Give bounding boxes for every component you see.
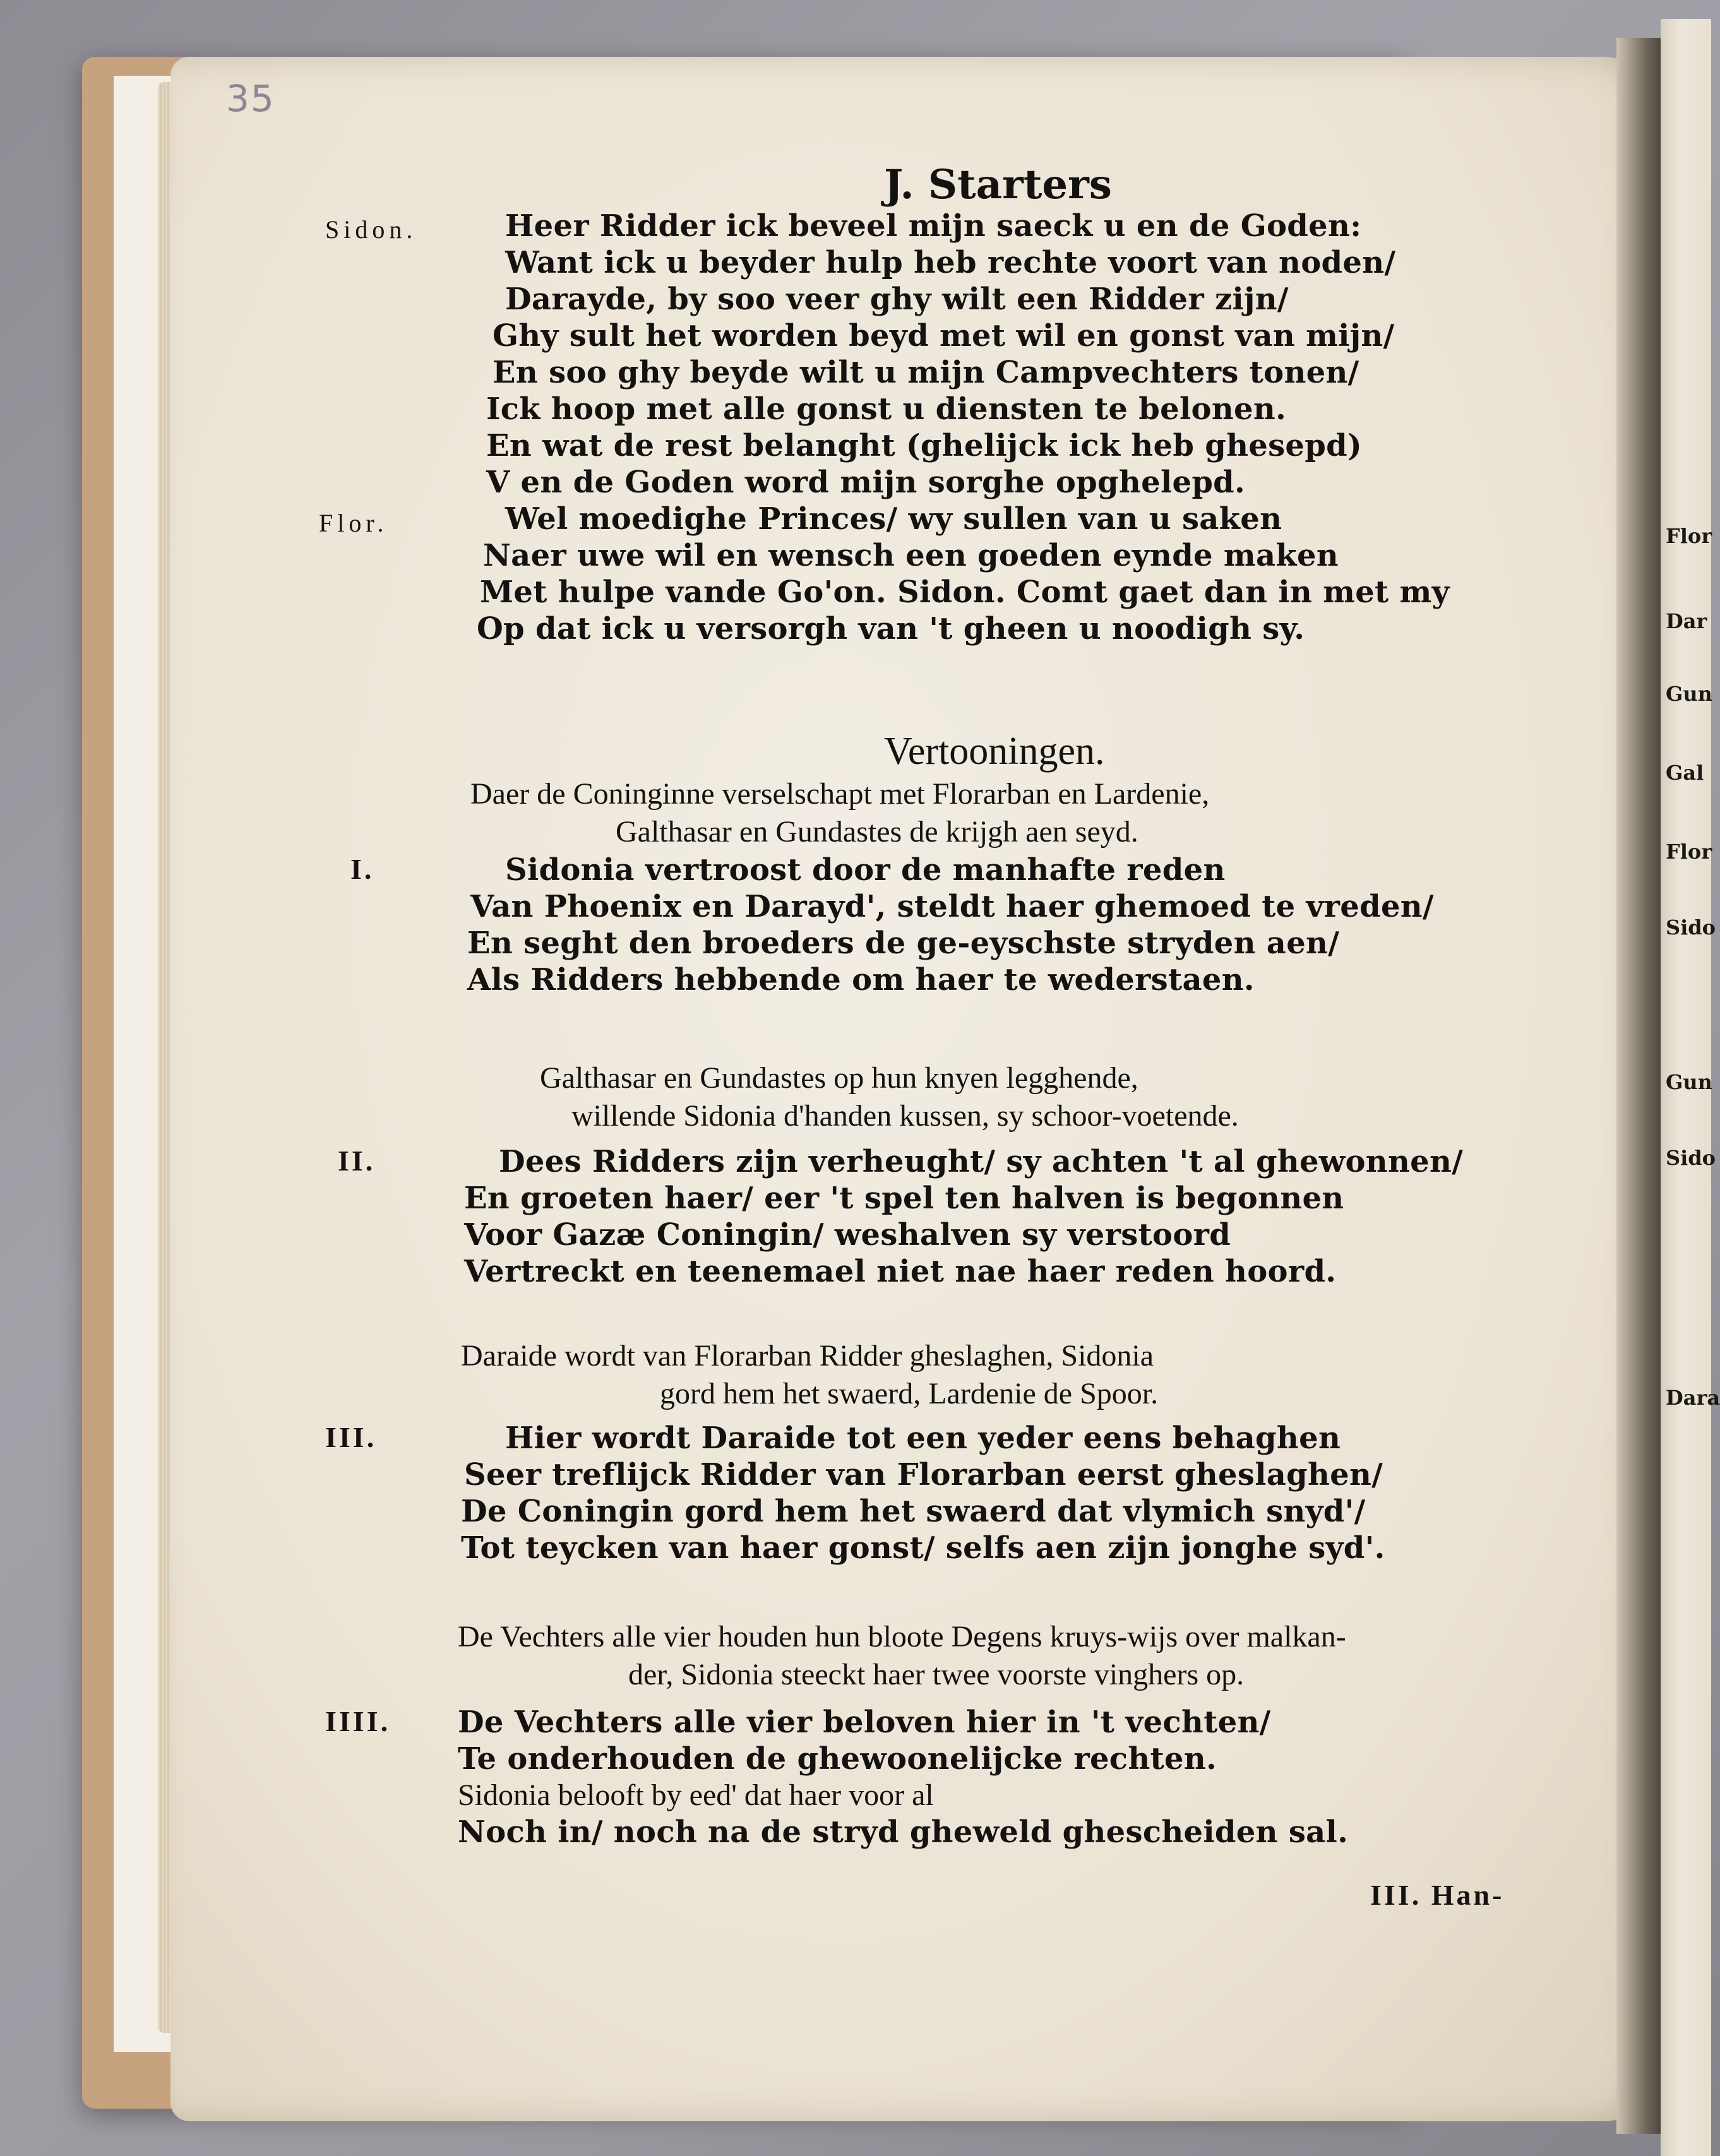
stage-direction: Daer de Coninginne verselschapt met Florarban en Lardenie, [470,777,1210,811]
verse-line: En groeten haer/ eer 't spel ten halven is begonnen [464,1181,1344,1216]
verse-line: Darayde, by soo veer ghy wilt een Ridder zijn/ [505,282,1289,317]
verse-line: V en de Goden word mijn sorghe opghelepd. [486,465,1246,500]
verse-line: Met hulpe vande Go'on. Sidon. Comt gaet dan in met my [480,575,1450,610]
speaker-label: Flor. [319,509,388,537]
facing-fragment: Dar [1666,609,1707,633]
tableau-number: II. [338,1145,376,1177]
stage-direction: der, Sidonia steeckt haer twee voorste vinghers op. [628,1658,1245,1691]
catchword: III. Han- [1370,1879,1505,1911]
verse-line: Tot teycken van haer gonst/ selfs aen zijn jonghe syd'. [461,1530,1385,1566]
facing-fragment: Flor [1666,524,1712,548]
facing-fragment: Dara [1666,1386,1720,1410]
tableau-number: III. [325,1421,377,1453]
speaker-label: Sidon. [325,215,417,244]
verse-line: En seght den broeders de ge-eyschste stryden aen/ [467,926,1340,961]
verse-line: Heer Ridder ick beveel mijn saeck u en de Goden: [505,208,1362,244]
stage-direction: De Vechters alle vier houden hun bloote Degens kruys-wijs over malkan- [458,1620,1346,1653]
verse-line: Want ick u beyder hulp heb rechte voort van noden/ [505,245,1396,280]
verse-line: En wat de rest belanght (ghelijck ick heb ghesepd) [486,428,1363,463]
verse-line: Voor Gazæ Coningin/ weshalven sy verstoord [464,1217,1231,1253]
verse-line: Noch in/ noch na de stryd gheweld ghescheiden sal. [458,1814,1349,1850]
verse-line: En soo ghy beyde wilt u mijn Campvechters tonen/ [493,355,1359,390]
verse-line: Ghy sult het worden beyd met wil en gonst van mijn/ [493,318,1395,354]
facing-fragment: Sido [1666,915,1716,939]
verse-line: Van Phoenix en Darayd', steldt haer ghemoed te vreden/ [470,889,1434,924]
stage-direction: gord hem het swaerd, Lardenie de Spoor. [660,1377,1159,1410]
verse-line: Ick hoop met alle gonst u diensten te belonen. [486,391,1287,427]
verse-line: Seer treflijck Ridder van Florarban eerst gheslaghen/ [464,1457,1383,1492]
verse-line: Op dat ick u versorgh van 't gheen u noodigh sy. [477,611,1305,646]
stage-direction: willende Sidonia d'handen kussen, sy schoor-voetende. [571,1099,1239,1133]
tableau-number: IIII. [325,1705,391,1737]
facing-fragment: Sido [1666,1146,1716,1170]
verse-line: Naer uwe wil en wensch een goeden eynde maken [483,538,1339,573]
facing-fragment: Flor [1666,840,1712,864]
facing-page [1661,19,1720,2156]
verse-line: Te onderhouden de ghewoonelijcke rechten. [458,1741,1217,1777]
facing-fragment: Gun [1666,1070,1712,1094]
verse-line: De Vechters alle vier beloven hier in 't vechten/ [458,1705,1271,1740]
tableau-number: I. [350,853,374,885]
verse-line: Dees Ridders zijn verheught/ sy achten 't al ghewonnen/ [499,1144,1464,1179]
stage-direction: Galthasar en Gundastes de krijgh aen seyd. [616,815,1138,849]
stage-direction: Galthasar en Gundastes op hun knyen legghende, [540,1061,1138,1095]
book-gutter [1616,38,1667,2134]
stage-direction: Daraide wordt van Florarban Ridder gheslaghen, Sidonia [461,1339,1154,1373]
verse-line: Wel moedighe Princes/ wy sullen van u saken [505,501,1282,537]
facing-fragment: Gal [1666,761,1704,785]
verse-line: Vertreckt en teenemael niet nae haer reden hoord. [464,1254,1337,1289]
verse-line: Hier wordt Daraide tot een yeder eens behaghen [505,1420,1341,1456]
verse-line: Sidonia vertroost door de manhafte reden [505,852,1226,888]
section-title: Vertooningen. [884,730,1105,773]
verse-line: De Coningin gord hem het swaerd dat vlymich snyd'/ [461,1494,1366,1529]
running-head: J. Starters [884,161,1112,208]
verse-line: Sidonia belooft by eed' dat haer voor al [458,1778,934,1812]
handwritten-page-number: 35 [226,77,275,120]
facing-fragment: Gun [1666,682,1712,706]
verse-line: Als Ridders hebbende om haer te wederstaen. [467,962,1255,998]
